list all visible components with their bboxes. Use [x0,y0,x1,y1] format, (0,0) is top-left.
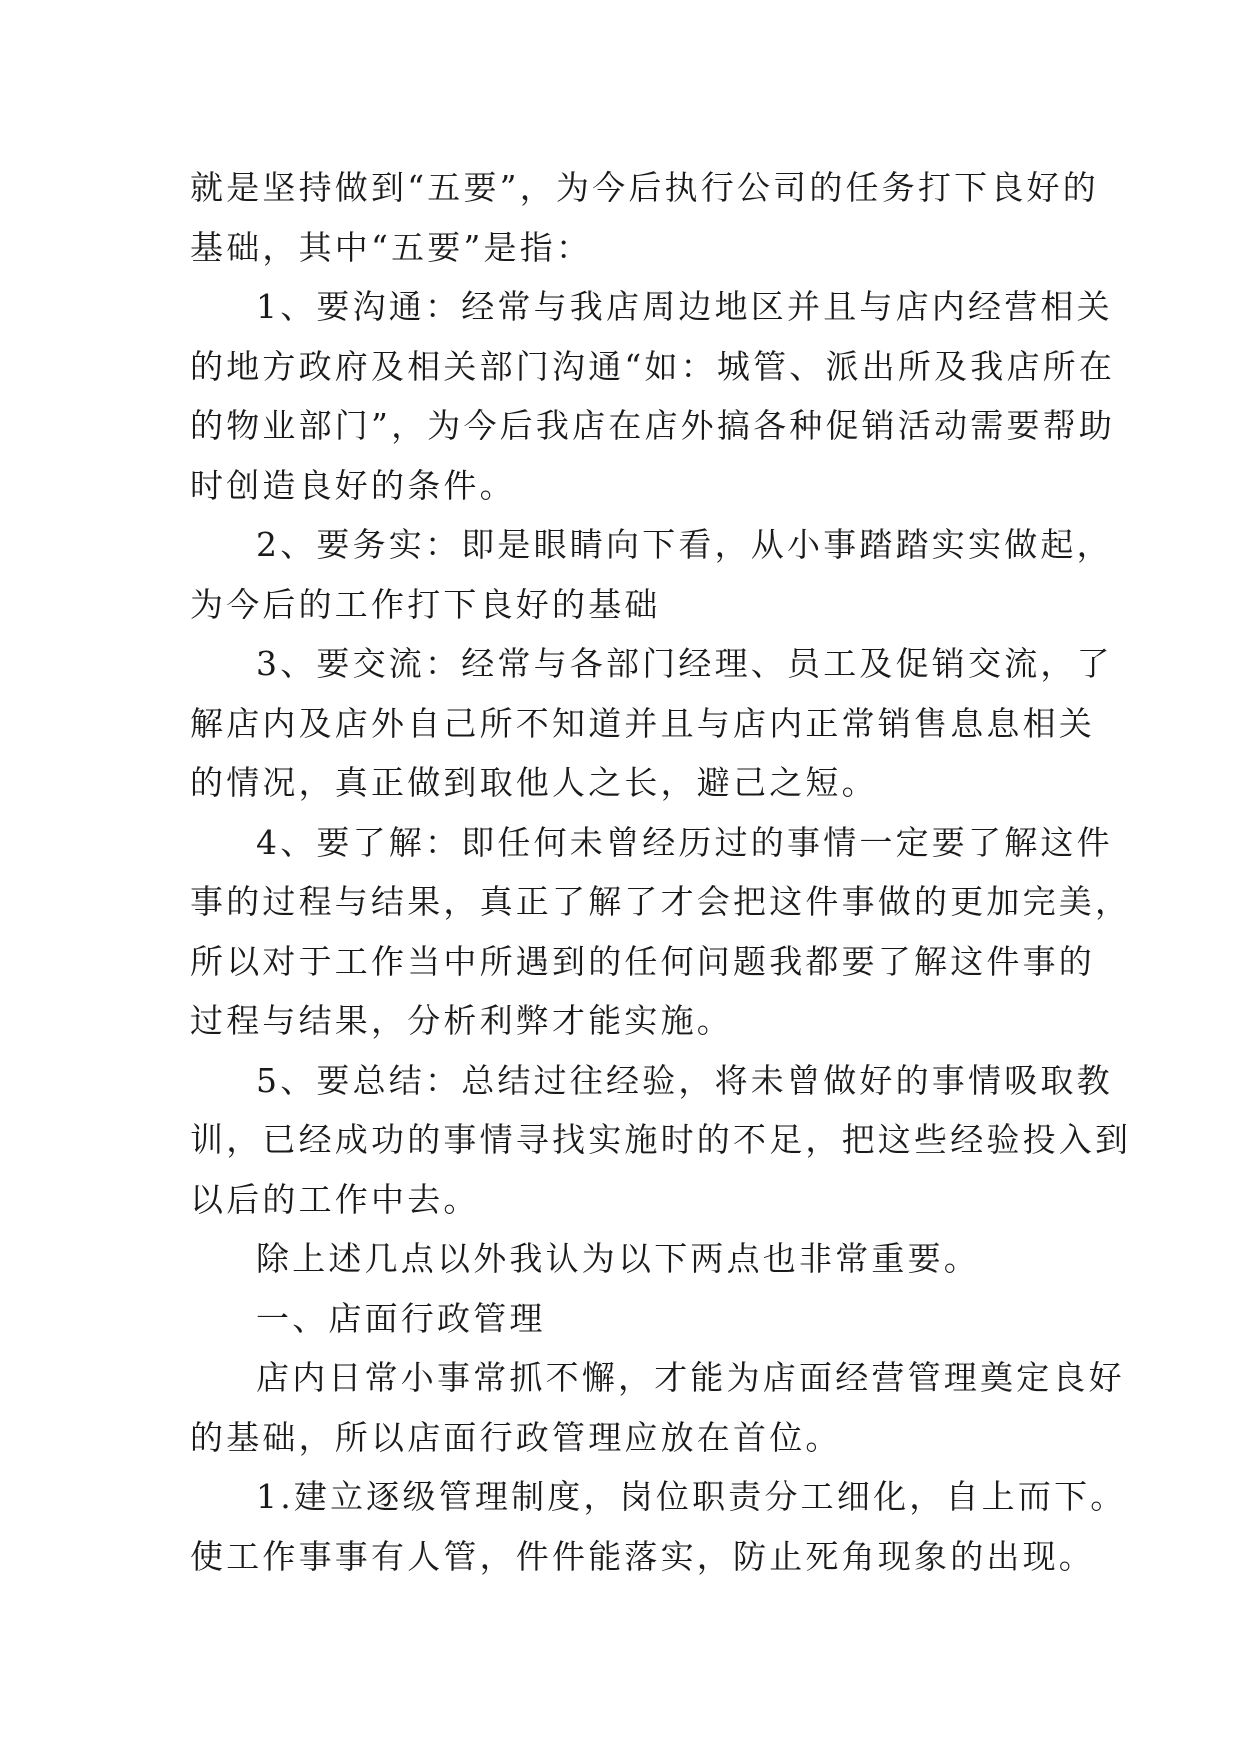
text-line: 就是坚持做到“五要”，为今后执行公司的任务打下良好的 [190,168,1099,207]
text-line: 过程与结果，分析利弊才能实施。 [190,1001,733,1040]
paragraph-line: 店内日常小事常抓不懈，才能为店面经营管理奠定良好 [256,1358,1125,1397]
text-line: 为今后的工作打下良好的基础 [190,584,661,624]
text-line: 解店内及店外自己所不知道并且与店内正常销售息息相关 [190,703,1095,743]
text-line: 的地方政府及相关部门沟通“如：城管、派出所及我店所在 [190,346,1116,386]
text-line: 基础，其中“五要”是指： [190,227,593,267]
text-line: 时创造良好的条件。 [190,465,516,505]
list-item-4-line: 4、要了解：即任何未曾经历过的事情一定要了解这件 [256,822,1113,862]
list-item-5-line: 5、要总结：总结过往经验，将未曾做好的事情吸取教 [256,1060,1113,1100]
text-line: 的情况，真正做到取他人之长，避己之短。 [190,763,878,802]
list-item-line: 1.建立逐级管理制度，岗位职责分工细化，自上而下。 [256,1477,1127,1516]
text-line: 的物业部门”，为今后我店在店外搞各种促销活动需要帮助 [190,406,1116,445]
text-line: 以后的工作中去。 [190,1179,480,1219]
text-line: 训，已经成功的事情寻找实施时的不足，把这些经验投入到 [190,1120,1132,1159]
text-line: 的基础，所以店面行政管理应放在首位。 [190,1417,842,1457]
list-item-1-line: 1、要沟通：经常与我店周边地区并且与店内经营相关 [256,287,1113,326]
list-item-3-line: 3、要交流：经常与各部门经理、员工及促销交流，了 [256,644,1113,683]
section-heading: 一、店面行政管理 [256,1298,546,1338]
text-line: 使工作事事有人管，件件能落实，防止死角现象的出现。 [190,1536,1095,1576]
document-body [190,158,1132,1586]
text-line: 所以对于工作当中所遇到的任何问题我都要了解这件事的 [190,941,1095,981]
text-line: 事的过程与结果，真正了解了才会把这件事做的更加完美， [190,882,1132,921]
list-item-2-line: 2、要务实：即是眼睛向下看，从小事踏踏实实做起， [256,525,1113,564]
paragraph-line: 除上述几点以外我认为以下两点也非常重要。 [256,1239,980,1278]
